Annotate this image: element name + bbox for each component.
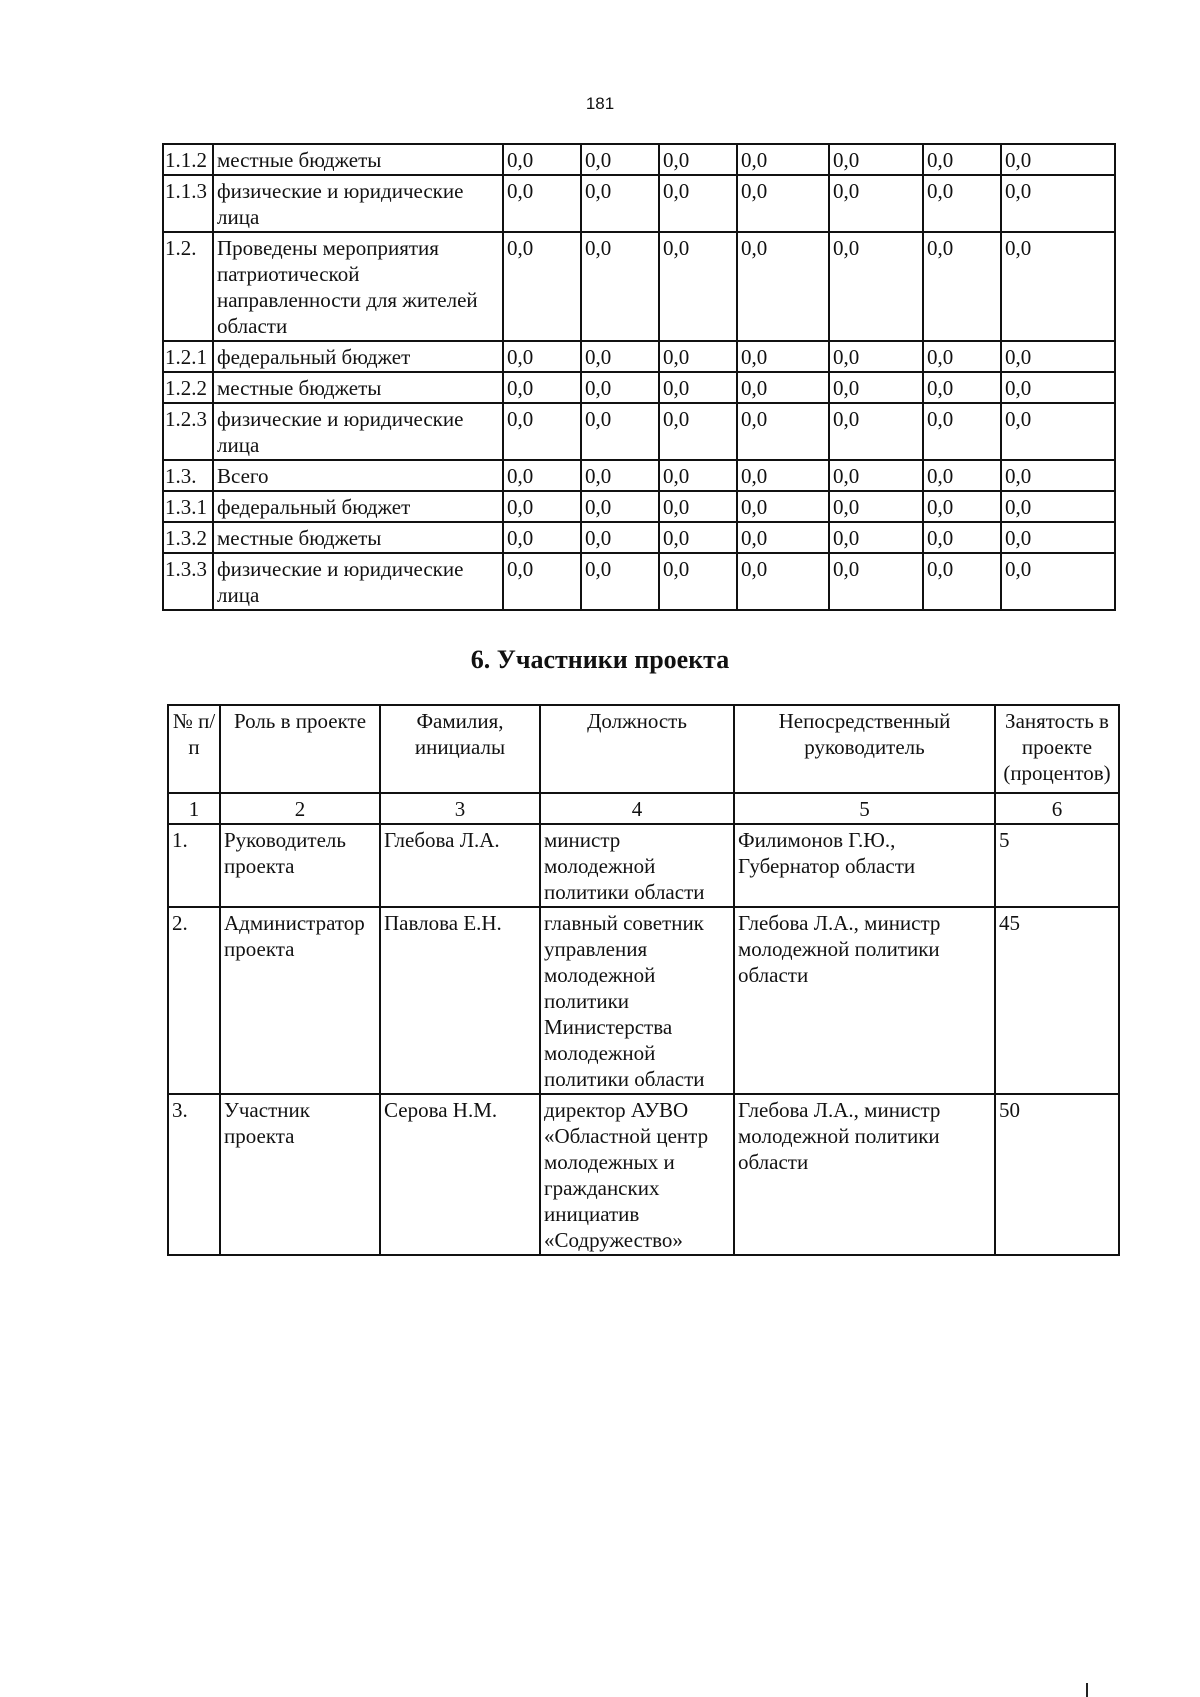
row-code: 1.3.1 xyxy=(163,491,213,522)
row-value: 0,0 xyxy=(737,372,829,403)
column-number: 5 xyxy=(734,793,995,824)
row-value: 0,0 xyxy=(923,232,1001,341)
row-value: 0,0 xyxy=(503,372,581,403)
row-value: 0,0 xyxy=(737,522,829,553)
row-value: 0,0 xyxy=(923,460,1001,491)
row-value: 0,0 xyxy=(1001,460,1115,491)
row-value: 0,0 xyxy=(1001,175,1115,232)
participant-supervisor: Филимонов Г.Ю., Губернатор области xyxy=(734,824,995,907)
row-value: 0,0 xyxy=(829,372,923,403)
header-supervisor: Непосредственный руководитель xyxy=(734,705,995,793)
participant-workload: 50 xyxy=(995,1094,1119,1255)
row-value: 0,0 xyxy=(1001,403,1115,460)
participant-number: 2. xyxy=(168,907,220,1094)
row-value: 0,0 xyxy=(581,372,659,403)
row-value: 0,0 xyxy=(581,341,659,372)
row-value: 0,0 xyxy=(923,403,1001,460)
row-value: 0,0 xyxy=(503,522,581,553)
row-value: 0,0 xyxy=(1001,232,1115,341)
budget-row xyxy=(163,341,1115,372)
row-value: 0,0 xyxy=(581,175,659,232)
row-value: 0,0 xyxy=(503,491,581,522)
row-value: 0,0 xyxy=(581,460,659,491)
row-value: 0,0 xyxy=(503,144,581,175)
column-number: 3 xyxy=(380,793,540,824)
participant-workload: 45 xyxy=(995,907,1119,1094)
participant-role: Руководитель проекта xyxy=(220,824,380,907)
row-code: 1.3.3 xyxy=(163,553,213,610)
participant-position: министр молодежной политики области xyxy=(540,824,734,907)
participants-table-body xyxy=(168,824,1119,1255)
budget-row xyxy=(163,491,1115,522)
participant-position: директор АУВО «Областной центр молодежных и гражданских инициатив «Содружество» xyxy=(540,1094,734,1255)
row-value: 0,0 xyxy=(923,175,1001,232)
participant-supervisor: Глебова Л.А., министр молодежной политики области xyxy=(734,1094,995,1255)
participant-number: 3. xyxy=(168,1094,220,1255)
row-value: 0,0 xyxy=(503,553,581,610)
row-value: 0,0 xyxy=(1001,491,1115,522)
header-number: № п/п xyxy=(168,705,220,793)
row-code: 1.1.3 xyxy=(163,175,213,232)
row-code: 1.2.2 xyxy=(163,372,213,403)
row-value: 0,0 xyxy=(581,403,659,460)
budget-row xyxy=(163,144,1115,175)
header-position: Должность xyxy=(540,705,734,793)
row-value: 0,0 xyxy=(1001,341,1115,372)
row-value: 0,0 xyxy=(581,144,659,175)
row-value: 0,0 xyxy=(737,175,829,232)
budget-table-body xyxy=(163,144,1115,610)
row-code: 1.1.2 xyxy=(163,144,213,175)
row-value: 0,0 xyxy=(659,460,737,491)
participant-name: Глебова Л.А. xyxy=(380,824,540,907)
row-value: 0,0 xyxy=(1001,144,1115,175)
participant-name: Серова Н.М. xyxy=(380,1094,540,1255)
row-value: 0,0 xyxy=(1001,522,1115,553)
participant-workload: 5 xyxy=(995,824,1119,907)
row-value: 0,0 xyxy=(923,144,1001,175)
row-value: 0,0 xyxy=(923,491,1001,522)
row-value: 0,0 xyxy=(503,341,581,372)
row-value: 0,0 xyxy=(659,341,737,372)
budget-row xyxy=(163,522,1115,553)
participant-row xyxy=(168,1094,1119,1255)
row-value: 0,0 xyxy=(659,403,737,460)
row-value: 0,0 xyxy=(737,144,829,175)
row-value: 0,0 xyxy=(829,491,923,522)
participant-supervisor: Глебова Л.А., министр молодежной политики области xyxy=(734,907,995,1094)
row-code: 1.2.3 xyxy=(163,403,213,460)
row-name: федеральный бюджет xyxy=(213,491,503,522)
row-code: 1.3. xyxy=(163,460,213,491)
row-name: местные бюджеты xyxy=(213,372,503,403)
participant-position: главный советник управления молодежной политики Министерства молодежной политики области xyxy=(540,907,734,1094)
row-value: 0,0 xyxy=(829,403,923,460)
participant-row xyxy=(168,824,1119,907)
row-value: 0,0 xyxy=(737,491,829,522)
row-value: 0,0 xyxy=(659,175,737,232)
row-value: 0,0 xyxy=(503,403,581,460)
row-value: 0,0 xyxy=(503,175,581,232)
budget-row xyxy=(163,175,1115,232)
row-value: 0,0 xyxy=(581,491,659,522)
row-name: физические и юридические лица xyxy=(213,175,503,232)
row-name: федеральный бюджет xyxy=(213,341,503,372)
participants-header-row xyxy=(168,705,1119,793)
row-value: 0,0 xyxy=(659,553,737,610)
row-value: 0,0 xyxy=(503,232,581,341)
header-role: Роль в проекте xyxy=(220,705,380,793)
row-value: 0,0 xyxy=(737,232,829,341)
row-value: 0,0 xyxy=(923,522,1001,553)
row-value: 0,0 xyxy=(829,175,923,232)
row-value: 0,0 xyxy=(923,553,1001,610)
row-value: 0,0 xyxy=(923,341,1001,372)
header-name: Фамилия, инициалы xyxy=(380,705,540,793)
row-name: местные бюджеты xyxy=(213,144,503,175)
row-value: 0,0 xyxy=(737,341,829,372)
budget-row xyxy=(163,553,1115,610)
row-value: 0,0 xyxy=(659,144,737,175)
edge-mark xyxy=(1086,1683,1088,1697)
participant-row xyxy=(168,907,1119,1094)
row-value: 0,0 xyxy=(829,144,923,175)
column-number: 4 xyxy=(540,793,734,824)
row-name: Всего xyxy=(213,460,503,491)
row-value: 0,0 xyxy=(581,522,659,553)
budget-row xyxy=(163,372,1115,403)
row-value: 0,0 xyxy=(659,522,737,553)
budget-row xyxy=(163,232,1115,341)
row-value: 0,0 xyxy=(659,372,737,403)
column-number-row xyxy=(168,793,1119,824)
row-value: 0,0 xyxy=(923,372,1001,403)
column-number: 6 xyxy=(995,793,1119,824)
row-value: 0,0 xyxy=(829,553,923,610)
row-code: 1.3.2 xyxy=(163,522,213,553)
row-value: 0,0 xyxy=(829,232,923,341)
page-number: 181 xyxy=(585,94,615,113)
row-value: 0,0 xyxy=(829,522,923,553)
row-name: Проведены мероприятия патриотической направленности для жителей области xyxy=(213,232,503,341)
row-value: 0,0 xyxy=(1001,372,1115,403)
row-name: местные бюджеты xyxy=(213,522,503,553)
column-number: 2 xyxy=(220,793,380,824)
header-workload: Занятость в проекте (процентов) xyxy=(995,705,1119,793)
participant-name: Павлова Е.Н. xyxy=(380,907,540,1094)
row-code: 1.2.1 xyxy=(163,341,213,372)
budget-row xyxy=(163,460,1115,491)
row-name: физические и юридические лица xyxy=(213,553,503,610)
row-value: 0,0 xyxy=(829,341,923,372)
budget-table xyxy=(162,143,1116,611)
section-title: 6. Участники проекта xyxy=(470,645,730,674)
participant-number: 1. xyxy=(168,824,220,907)
row-value: 0,0 xyxy=(659,491,737,522)
participants-table xyxy=(167,704,1120,1256)
column-number: 1 xyxy=(168,793,220,824)
row-value: 0,0 xyxy=(659,232,737,341)
participant-role: Администратор проекта xyxy=(220,907,380,1094)
budget-row xyxy=(163,403,1115,460)
row-code: 1.2. xyxy=(163,232,213,341)
row-value: 0,0 xyxy=(581,232,659,341)
row-name: физические и юридические лица xyxy=(213,403,503,460)
participant-role: Участник проекта xyxy=(220,1094,380,1255)
row-value: 0,0 xyxy=(737,403,829,460)
row-value: 0,0 xyxy=(829,460,923,491)
row-value: 0,0 xyxy=(737,460,829,491)
row-value: 0,0 xyxy=(503,460,581,491)
row-value: 0,0 xyxy=(1001,553,1115,610)
row-value: 0,0 xyxy=(737,553,829,610)
row-value: 0,0 xyxy=(581,553,659,610)
